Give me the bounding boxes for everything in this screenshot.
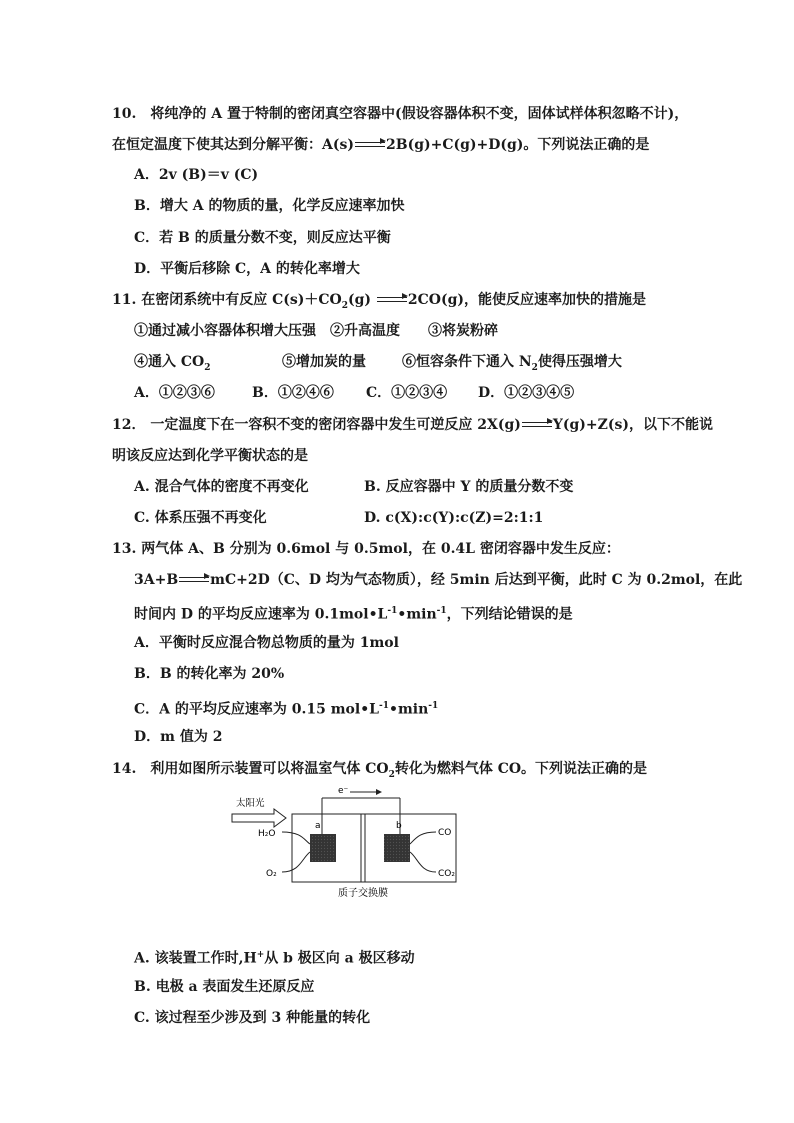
- co-label: CO: [438, 828, 452, 838]
- q13-option-a: A．平衡时反应混合物总物质的量为 1mol: [134, 635, 399, 651]
- q10-option-d: D．平衡后移除 C，A 的转化率增大: [134, 261, 360, 277]
- q11-option-d: D．①②③④⑤: [478, 385, 575, 401]
- q13-stem-part-b: mC+2D（C、D 均为气态物质），经 5min 后达到平衡，此时 C 为 0.2mol，在此: [210, 572, 743, 588]
- superscript: -1: [436, 606, 447, 616]
- q14-option-a-text: A. 该装置工作时,H: [134, 950, 257, 967]
- q13-option-c-text: C．A 的平均反应速率为 0.15 mol•L: [134, 701, 379, 718]
- q10-option-a: A．2v (B)＝v (C): [134, 167, 259, 183]
- equilibrium-arrow-icon: [522, 420, 552, 430]
- co2-label: CO₂: [438, 869, 455, 879]
- q10-stem-line2: [112, 136, 649, 154]
- q10-stem-part-a: 在恒定温度下使其达到分解平衡：A(s): [112, 137, 354, 153]
- q11-measure-4-text: ④通入 CO: [134, 354, 205, 370]
- q14-option-a: [134, 946, 415, 968]
- q11-stem-part-c: 2CO(g)，能使反应速率加快的措施是: [407, 292, 647, 308]
- q12-option-a: A. 混合气体的密度不再变化: [134, 479, 309, 495]
- q12-stem-part-a: 12． 一定温度下在一容积不变的密闭容器中发生可逆反应 2X(g): [112, 417, 521, 433]
- subscript: 2: [341, 300, 348, 311]
- q12-option-d: D. c(X):c(Y):c(Z)=2:1:1: [364, 510, 544, 526]
- superscript: -1: [379, 701, 389, 711]
- q12-stem-part-b: Y(g)+Z(s)，以下不能说: [552, 417, 713, 433]
- q10-option-c: C．若 B 的质量分数不变，则反应达平衡: [134, 230, 391, 246]
- sunlight-label: 太阳光: [236, 798, 265, 809]
- q10-stem-line1: 10. 将纯净的 A 置于特制的密闭真空容器中(假设容器体积不变，固体试样体积忽略不计)，: [112, 106, 689, 122]
- q14-option-c: C. 该过程至少涉及到 3 种能量的转化: [134, 1010, 371, 1026]
- equilibrium-arrow-icon: [179, 575, 209, 585]
- external-wire: [322, 798, 400, 814]
- subscript: 2: [531, 362, 538, 373]
- superscript: -1: [387, 606, 398, 616]
- h2o-inflow-curve: [282, 832, 310, 844]
- q14-stem: [112, 760, 647, 784]
- q11-stem-part-b: (g): [347, 292, 376, 308]
- q13-option-c-unit: •min: [389, 701, 429, 718]
- q11-measures-1-3: ①通过减小容器体积增大压强 ②升高温度 ③将炭粉碎: [134, 323, 498, 339]
- q12-stem-line1: [112, 416, 713, 434]
- membrane-label: 质子交换膜: [338, 888, 388, 899]
- q11-option-c: C．①②③④: [366, 385, 448, 401]
- equilibrium-arrow-icon: [377, 295, 407, 305]
- q13-stem-part-a: 3A+B: [134, 572, 179, 588]
- superscript: +: [256, 950, 265, 960]
- electron-label: e⁻: [338, 786, 349, 796]
- electrode-b-texture: [384, 834, 410, 862]
- q12-option-c: C. 体系压强不再变化: [134, 510, 267, 526]
- q13-stem-line3: [134, 602, 573, 624]
- subscript: 2: [204, 362, 211, 373]
- q11-measure-5: ⑤增加炭的量: [282, 354, 366, 370]
- superscript: -1: [428, 701, 439, 711]
- q12-stem-line2: 明该反应达到化学平衡状态的是: [112, 448, 308, 464]
- q11-stem: [112, 291, 646, 315]
- q11-measure-4: [134, 353, 210, 377]
- q11-option-b: B．①②④⑥: [252, 385, 334, 401]
- q14-stem-part-b: 转化为燃料气体 CO。下列说法正确的是: [394, 761, 648, 777]
- q13-option-b: B．B 的转化率为 20%: [134, 666, 285, 682]
- q13-stem-rate: 时间内 D 的平均反应速率为 0.1mol•L: [134, 606, 388, 623]
- co2-inflow-curve: [410, 852, 436, 872]
- co-outflow-curve: [410, 832, 436, 844]
- h2o-label: H₂O: [258, 829, 276, 839]
- q11-measure-6-text-a: ⑥恒容条件下通入 N: [402, 354, 532, 370]
- q11-option-a: A．①②③⑥: [134, 385, 215, 401]
- q11-stem-part-a: 11. 在密闭系统中有反应 C(s)＋CO: [112, 292, 342, 308]
- electrode-a-texture: [310, 834, 336, 862]
- q10-option-b: B．增大 A 的物质的量，化学反应速率加快: [134, 198, 405, 214]
- electrode-a-label: a: [315, 821, 321, 831]
- q13-option-d: D．m 值为 2: [134, 729, 223, 745]
- o2-outflow-curve: [282, 852, 310, 872]
- electrolysis-diagram: [230, 784, 470, 904]
- q13-stem-end: ，下列结论错误的是: [446, 606, 573, 623]
- q14-stem-part-a: 14. 利用如图所示装置可以将温室气体 CO: [112, 761, 389, 777]
- q14-option-b: B. 电极 a 表面发生还原反应: [134, 979, 315, 995]
- q13-option-c: [134, 697, 438, 719]
- subscript: 2: [388, 769, 395, 780]
- electron-flow-arrow-icon: [350, 789, 382, 795]
- q12-option-b: B. 反应容器中 Y 的质量分数不变: [364, 479, 574, 495]
- q14-option-a-text-b: 从 b 极区向 a 极区移动: [264, 950, 415, 967]
- equilibrium-arrow-icon: [355, 140, 385, 150]
- q11-measure-6-text-b: 使得压强增大: [537, 354, 622, 370]
- q10-stem-part-b: 2B(g)+C(g)+D(g)。下列说法正确的是: [386, 137, 650, 153]
- q13-stem-line1: 13. 两气体 A、B 分别为 0.6mol 与 0.5mol，在 0.4L 密闭容器中发生反应：: [112, 541, 620, 557]
- q13-stem-line2: [134, 571, 742, 589]
- sunlight-arrow-icon: [232, 809, 286, 827]
- q13-stem-unit: •min: [397, 606, 437, 623]
- q11-measure-6: [402, 353, 622, 377]
- o2-label: O₂: [266, 869, 277, 879]
- electrode-b-label: b: [396, 821, 402, 831]
